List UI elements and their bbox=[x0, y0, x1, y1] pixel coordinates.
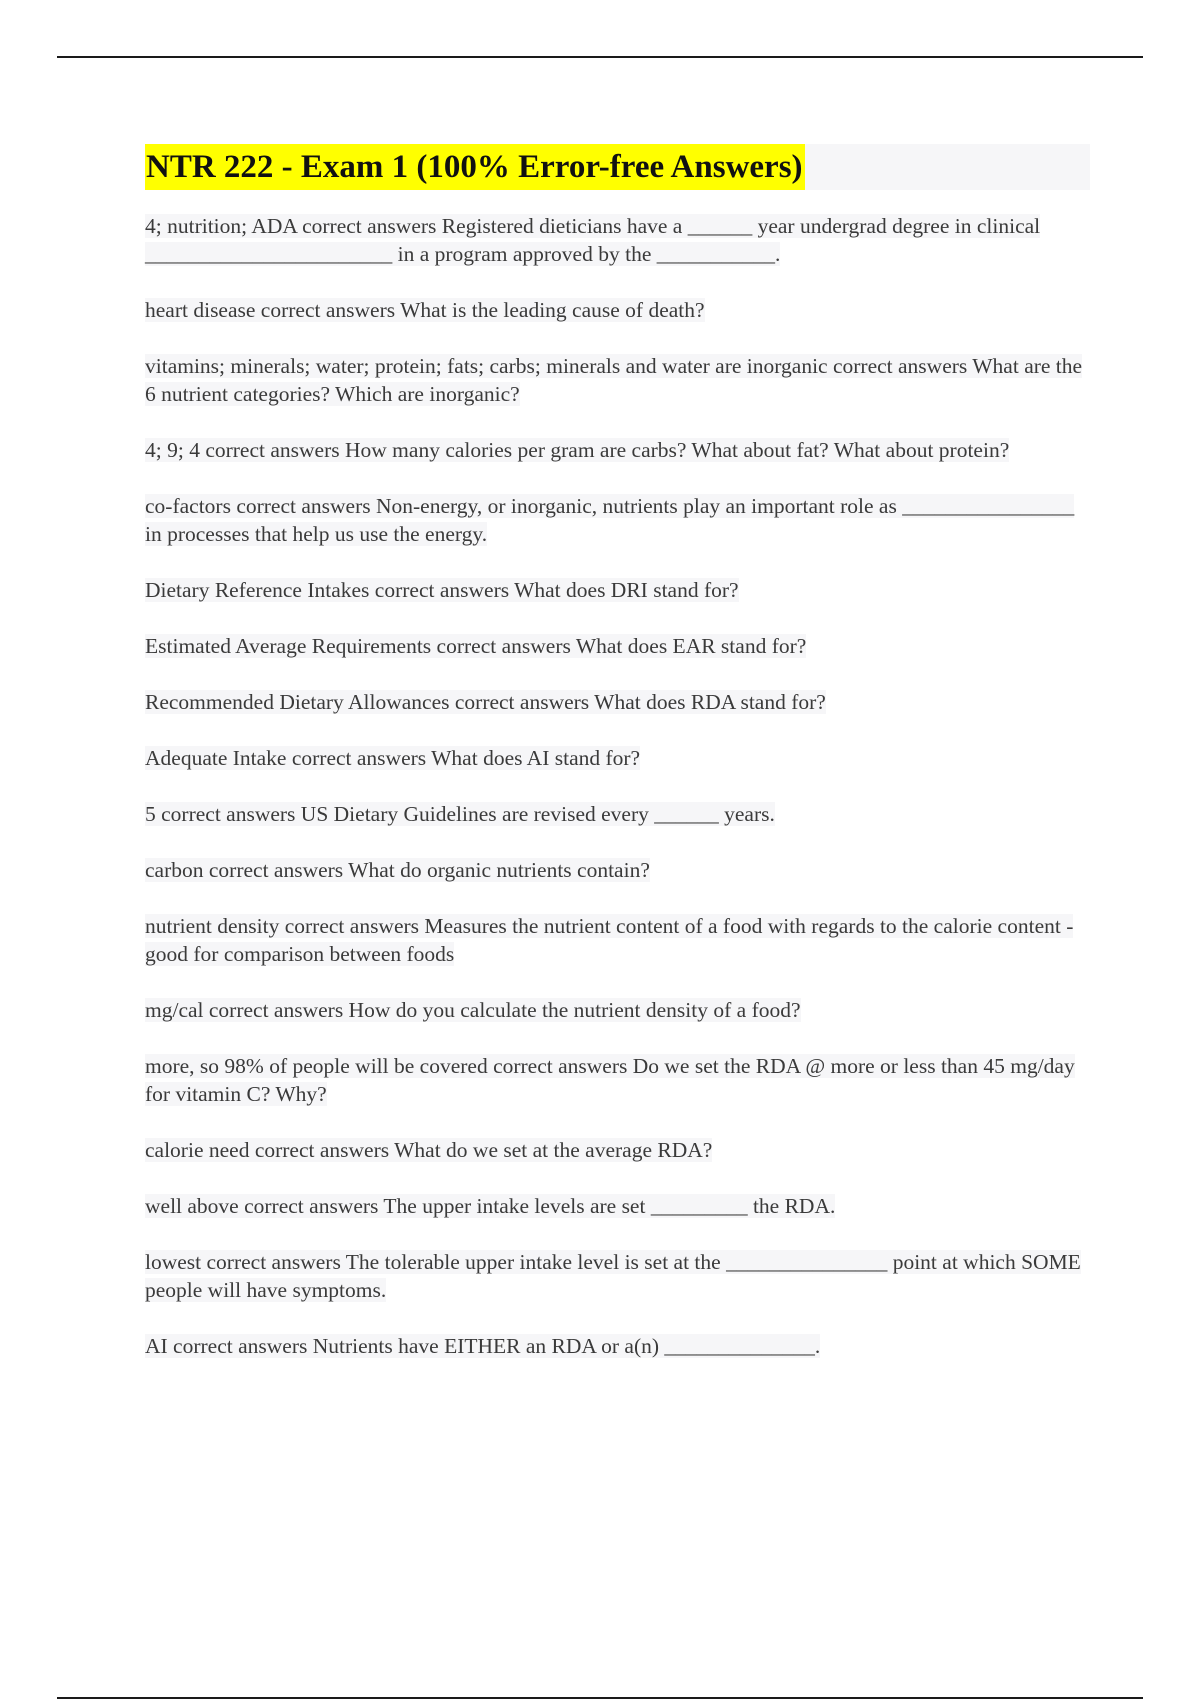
qa-text: heart disease correct answers What is the leading cause of death? bbox=[145, 298, 705, 322]
qa-text: mg/cal correct answers How do you calculate the nutrient density of a food? bbox=[145, 998, 801, 1022]
qa-item bbox=[145, 576, 1090, 604]
qa-item bbox=[145, 744, 1090, 772]
document-body bbox=[145, 144, 1090, 1388]
footer-rule bbox=[57, 1697, 1143, 1699]
document-title: NTR 222 - Exam 1 (100% Error-free Answers) bbox=[145, 144, 805, 190]
qa-text: Estimated Average Requirements correct answers What does EAR stand for? bbox=[145, 634, 807, 658]
qa-item bbox=[145, 1332, 1090, 1360]
qa-item bbox=[145, 212, 1090, 268]
title-row bbox=[145, 144, 1090, 190]
qa-item bbox=[145, 492, 1090, 548]
qa-text: well above correct answers The upper intake levels are set _________ the RDA. bbox=[145, 1194, 836, 1218]
qa-item bbox=[145, 436, 1090, 464]
qa-text: calorie need correct answers What do we set at the average RDA? bbox=[145, 1138, 713, 1162]
qa-text: 5 correct answers US Dietary Guidelines are revised every ______ years. bbox=[145, 802, 775, 826]
qa-list bbox=[145, 212, 1090, 1360]
qa-text: carbon correct answers What do organic nutrients contain? bbox=[145, 858, 650, 882]
qa-text: more, so 98% of people will be covered correct answers Do we set the RDA @ more or less than 45 mg/day for vitamin C? Why? bbox=[145, 1054, 1075, 1106]
qa-item bbox=[145, 632, 1090, 660]
qa-item bbox=[145, 800, 1090, 828]
qa-item bbox=[145, 856, 1090, 884]
qa-text: Dietary Reference Intakes correct answers What does DRI stand for? bbox=[145, 578, 739, 602]
qa-item bbox=[145, 1192, 1090, 1220]
qa-text: nutrient density correct answers Measures the nutrient content of a food with regards to the calorie content - good for comparison between foods bbox=[145, 914, 1074, 966]
qa-text: AI correct answers Nutrients have EITHER an RDA or a(n) ______________. bbox=[145, 1334, 821, 1358]
qa-item bbox=[145, 1052, 1090, 1108]
qa-text: 4; 9; 4 correct answers How many calories per gram are carbs? What about fat? What about protein? bbox=[145, 438, 1010, 462]
qa-item bbox=[145, 912, 1090, 968]
qa-item bbox=[145, 1248, 1090, 1304]
qa-text: Adequate Intake correct answers What does AI stand for? bbox=[145, 746, 641, 770]
qa-item bbox=[145, 996, 1090, 1024]
header-rule bbox=[57, 56, 1143, 58]
qa-item bbox=[145, 352, 1090, 408]
qa-text: vitamins; minerals; water; protein; fats; carbs; minerals and water are inorganic correct answers What are the 6 nutrient categories? Which are inorganic? bbox=[145, 354, 1083, 406]
qa-item bbox=[145, 688, 1090, 716]
qa-text: lowest correct answers The tolerable upper intake level is set at the _______________ point at which SOME people will have symptoms. bbox=[145, 1250, 1081, 1302]
qa-text: 4; nutrition; ADA correct answers Registered dieticians have a ______ year undergrad degree in clinical _______________________ in a program approved by the ___________. bbox=[145, 214, 1041, 266]
qa-item bbox=[145, 1136, 1090, 1164]
qa-text: Recommended Dietary Allowances correct answers What does RDA stand for? bbox=[145, 690, 826, 714]
qa-text: co-factors correct answers Non-energy, or inorganic, nutrients play an important role as ________________ in processes that help us use the energy. bbox=[145, 494, 1075, 546]
qa-item bbox=[145, 296, 1090, 324]
